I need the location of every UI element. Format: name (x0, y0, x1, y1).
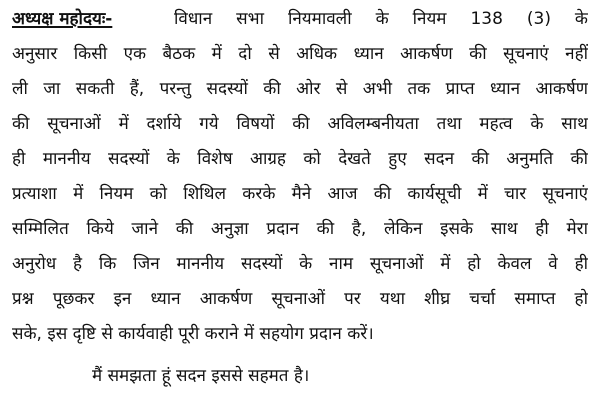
paragraph-line-3: ली जा सकती हैं, परन्तु सदस्यों की ओर से अभी तक प्राप्त ध्यान आकर्षण (12, 79, 588, 99)
paragraph-line-9: प्रश्न पूछकर इन ध्यान आकर्षण सूचनाओं पर यथा शीघ्र चर्चा समाप्त हो (12, 289, 588, 309)
paragraph-line-10: सके, इस दृष्टि से कार्यवाही पूरी कराने में सहयोग प्रदान करें। (12, 324, 374, 344)
opening-line (12, 3, 588, 35)
paragraph-line-5: ही माननीय सदस्यों के विशेष आग्रह को देखते हुए सदन की अनुमति की (12, 149, 588, 169)
paragraph-line-7: सम्मिलित किये जाने की अनुज्ञा प्रदान की है, लेकिन इसके साथ ही मेरा (12, 219, 588, 239)
paragraph-line-8: अनुरोध है कि जिन माननीय सदस्यों के नाम सूचनाओं में हो केवल वे ही (12, 254, 588, 274)
paragraph-line-1: विधान सभा नियमावली के नियम 138 (3) के (174, 9, 588, 29)
closing-line: मैं समझता हूं सदन इससे सहमत है। (92, 366, 310, 386)
paragraph-line-2: अनुसार किसी एक बैठक में दो से अधिक ध्यान आकर्षण की सूचनाएं नहीं (12, 44, 588, 64)
paragraph-line-4: की सूचनाओं में दर्शाये गये विषयों की अविलम्बनीयता तथा महत्व के साथ (12, 114, 588, 134)
paragraph-line-6: प्रत्याशा में नियम को शिथिल करके मैने आज की कार्यसूची में चार सूचनाएं (12, 184, 588, 204)
speaker-label: अध्यक्ष महोदयः- (12, 9, 113, 29)
